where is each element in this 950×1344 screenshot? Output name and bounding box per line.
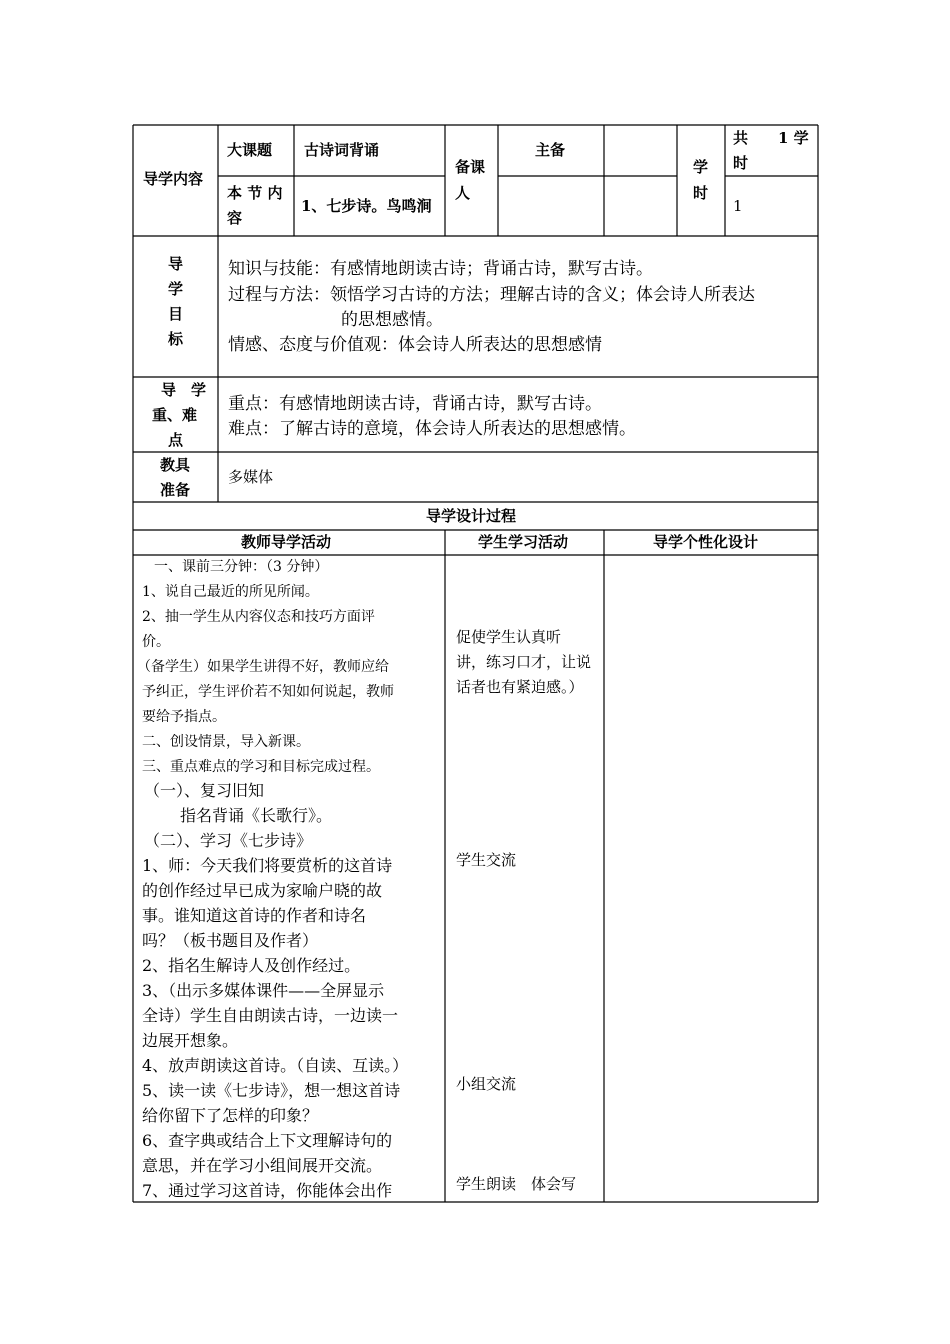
teacher-line: 给你留下了怎样的印象？ xyxy=(142,1106,319,1125)
col-teacher-header: 教师导学活动 xyxy=(241,533,332,551)
keypoints-label-1: 导 学 xyxy=(161,381,207,399)
hours-label-line1: 学 xyxy=(693,158,709,176)
teacher-line: 3、（出示多媒体课件——全屏显示 xyxy=(142,981,385,1000)
col-student-header: 学生学习活动 xyxy=(478,533,569,551)
key-difficulty: 难点：了解古诗的意境，体会诗人所表达的思想感情。 xyxy=(228,419,636,439)
teacher-line: 一、课前三分钟：（3 分钟） xyxy=(154,559,329,575)
section-label-line1: 本 节 内 xyxy=(227,184,283,202)
big-topic-value: 古诗词背诵 xyxy=(304,141,380,159)
teacher-line: （备学生）如果学生讲得不好，教师应给 xyxy=(137,659,389,675)
teacher-line: 边展开想象。 xyxy=(142,1031,239,1050)
big-topic-label: 大课题 xyxy=(227,141,273,159)
goals-label-2: 学 xyxy=(168,280,184,298)
keypoints-label-2: 重、难 xyxy=(152,406,198,424)
goals-label-1: 导 xyxy=(168,255,184,273)
prep-label-line1: 备课 xyxy=(455,158,486,176)
keypoints-label-3: 点 xyxy=(168,431,184,449)
col-custom-header: 导学个性化设计 xyxy=(653,533,759,551)
teacher-line: 2、指名生解诗人及创作经过。 xyxy=(142,956,361,975)
teacher-line: 5、读一读《七步诗》，想一想这首诗 xyxy=(142,1081,401,1100)
teacher-line: 1、说自己最近的所见所闻。 xyxy=(142,584,319,600)
student-line: 学生朗读 体会写 xyxy=(456,1175,577,1193)
teacher-line: 6、查字典或结合上下文理解诗句的 xyxy=(142,1131,393,1150)
teacher-line: 指名背诵《长歌行》。 xyxy=(180,806,333,825)
student-line: 小组交流 xyxy=(456,1075,517,1093)
total-hours-line1b: 1 学 xyxy=(778,129,809,147)
guide-content-label: 导学内容 xyxy=(143,170,204,188)
goals-label-3: 目 xyxy=(168,305,184,323)
tools-label-1: 教具 xyxy=(160,456,191,474)
section-label-line2: 容 xyxy=(227,209,243,227)
teacher-line: 价。 xyxy=(142,634,170,650)
goal-process-cont: 的思想感情。 xyxy=(341,310,443,330)
prep-label-line2: 人 xyxy=(455,184,471,202)
goal-knowledge: 知识与技能：有感情地朗读古诗；背诵古诗，默写古诗。 xyxy=(228,259,653,279)
main-prep-label: 主备 xyxy=(535,141,566,159)
teacher-line: 7、通过学习这首诗，你能体会出作 xyxy=(142,1181,393,1200)
teacher-line: 予纠正，学生评价若不知如何说起，教师 xyxy=(142,684,394,700)
goals-label-4: 标 xyxy=(168,330,184,348)
goal-process: 过程与方法：领悟学习古诗的方法；理解古诗的含义；体会诗人所表达 xyxy=(228,285,755,305)
key-focus: 重点：有感情地朗读古诗，背诵古诗，默写古诗。 xyxy=(228,394,602,414)
teacher-line: （二）、学习《七步诗》 xyxy=(144,831,313,850)
tools-value: 多媒体 xyxy=(228,468,274,486)
section-value: 1、七步诗。鸟鸣涧 xyxy=(301,197,432,215)
teacher-line: 事。谁知道这首诗的作者和诗名 xyxy=(142,906,367,925)
student-line: 学生交流 xyxy=(456,851,517,869)
teacher-line: 三、重点难点的学习和目标完成过程。 xyxy=(142,759,380,775)
hours-value: 1 xyxy=(733,197,743,215)
teacher-line: 二、创设情景，导入新课。 xyxy=(142,734,310,750)
goal-emotion: 情感、态度与价值观：体会诗人所表达的思想感情 xyxy=(228,335,602,355)
teacher-line: 意思，并在学习小组间展开交流。 xyxy=(142,1156,383,1175)
teacher-line: 4、放声朗读这首诗。（自读、互读。） xyxy=(142,1056,409,1075)
teacher-line: 2、抽一学生从内容仪态和技巧方面评 xyxy=(142,609,375,625)
teacher-line: 吗？（板书题目及作者） xyxy=(142,931,319,950)
teacher-line: 1、师：今天我们将要赏析的这首诗 xyxy=(142,856,393,875)
teacher-line: 要给予指点。 xyxy=(142,709,226,725)
student-line: 促使学生认真听 xyxy=(456,628,562,646)
student-line: 话者也有紧迫感。） xyxy=(456,678,584,696)
teacher-line: （一）、复习旧知 xyxy=(144,781,265,800)
hours-label-line2: 时 xyxy=(693,184,709,202)
process-title: 导学设计过程 xyxy=(426,507,517,525)
student-line: 讲，练习口才，让说 xyxy=(456,653,592,671)
teacher-line: 全诗）学生自由朗读古诗，一边读一 xyxy=(142,1006,399,1025)
total-hours-line2: 时 xyxy=(733,154,749,172)
tools-label-2: 准备 xyxy=(160,481,191,499)
total-hours-line1a: 共 xyxy=(733,129,749,147)
teacher-line: 的创作经过早已成为家喻户晓的故 xyxy=(142,881,383,900)
